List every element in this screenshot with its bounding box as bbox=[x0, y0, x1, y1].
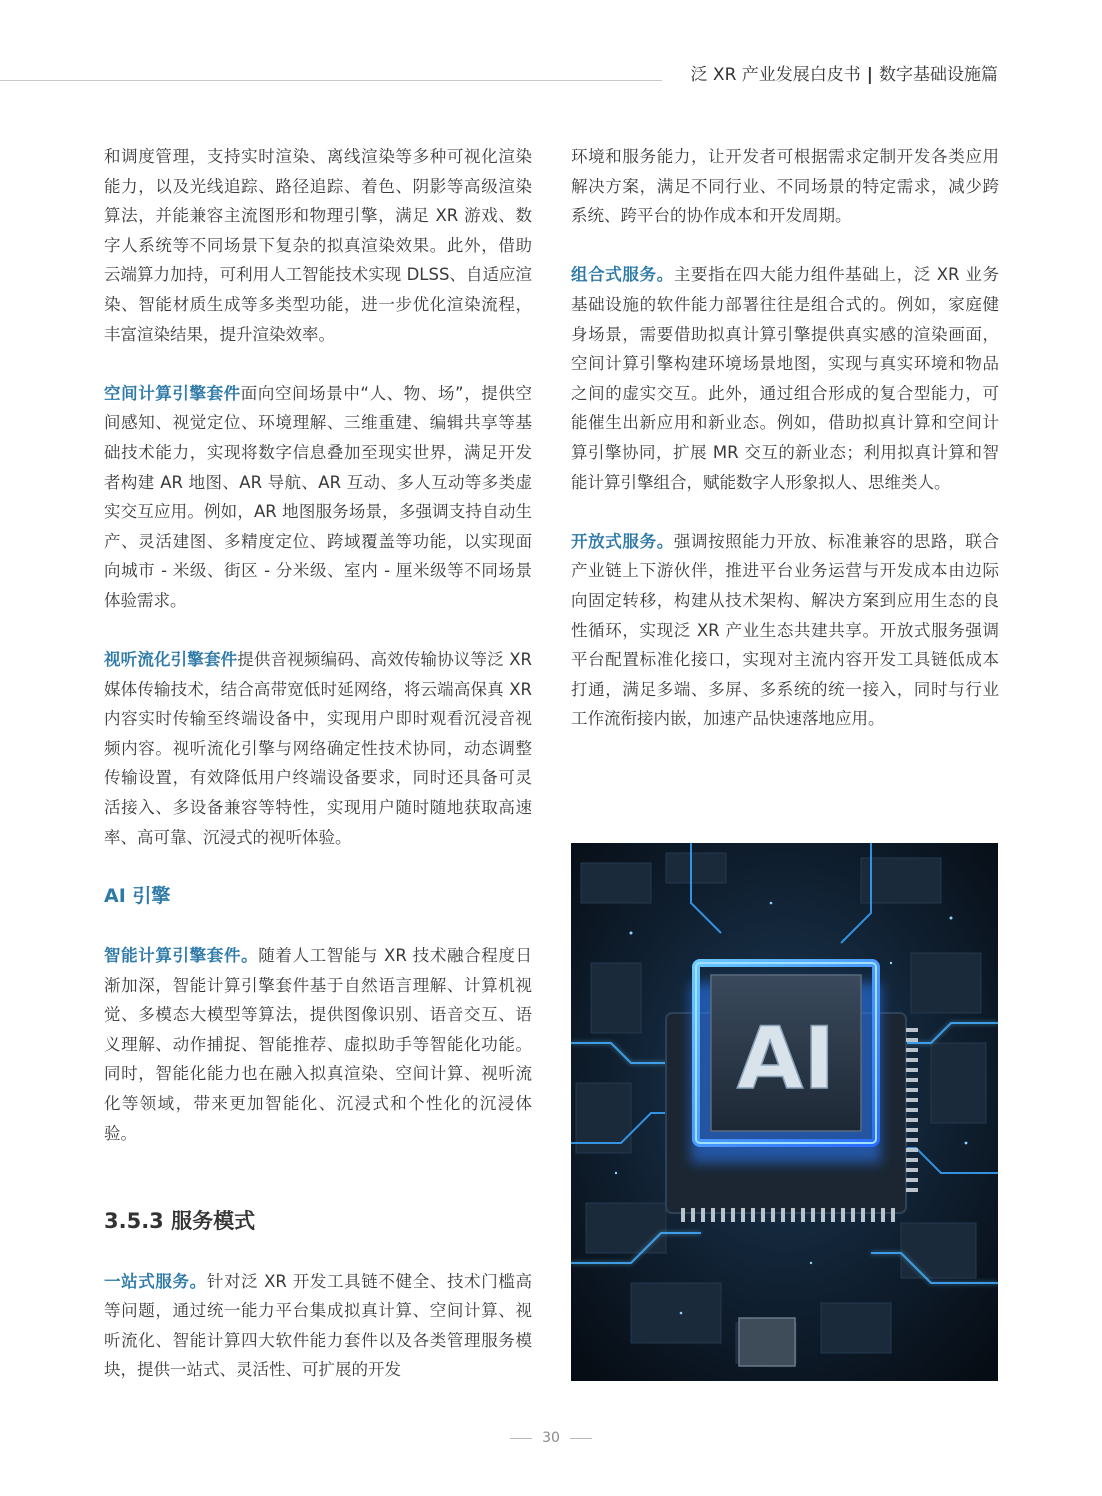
term-intelligent-engine: 智能计算引擎套件。 bbox=[104, 946, 259, 966]
header-separator: | bbox=[866, 65, 873, 85]
section-heading-service-mode: 3.5.3 服务模式 bbox=[104, 1209, 256, 1234]
composite-service-body: 主要指在四大能力组件基础上，泛 XR 业务基础设施的软件能力部署往往是组合式的。例如，家庭健身场景，需要借助拟真计算引擎提供真实感的渲染画面，空间计算引擎构建环境场景地图，实现与真实环境和物品之间的虚实交互。此外，通过组合形成的复合型能力，可能催生出新应用和新业态。例如，借助拟真计算和空间计算引擎协同，扩展 MR 交互的新业态；利用拟真计算和智能计算引擎组合，赋能数字人形象拟人、思维类人。 bbox=[571, 265, 999, 492]
header-rule bbox=[0, 80, 662, 81]
left-column bbox=[104, 142, 532, 1385]
paragraph-dev-environment: 环境和服务能力，让开发者可根据需求定制开发各类应用解决方案，满足不同行业、不同场景的特定需求，减少跨系统、跨平台的协作成本和开发周期。 bbox=[571, 147, 999, 226]
intelligent-engine-body: 随着人工智能与 XR 技术融合程度日渐加深，智能计算引擎套件基于自然语言理解、计算机视觉、多模态大模型等算法，提供图像识别、语音交互、语义理解、动作捕捉、智能推荐、虚拟助手等智能化功能。同时，智能化能力也在融入拟真渲染、空间计算、视听流化等领域，带来更加智能化、沉浸式和个性化的沉浸体验。 bbox=[104, 946, 532, 1143]
paragraph-composite-service bbox=[571, 260, 999, 497]
term-one-stop-service: 一站式服务。 bbox=[104, 1271, 207, 1291]
ai-chip-photo bbox=[571, 843, 998, 1381]
header-subtitle: 数字基础设施篇 bbox=[879, 65, 998, 85]
paragraph-intelligent-engine bbox=[104, 941, 532, 1148]
page-number-text: 30 bbox=[542, 1430, 560, 1446]
ai-chip-illustration bbox=[571, 843, 998, 1381]
paragraph-render-capabilities: 和调度管理，支持实时渲染、离线渲染等多种可视化渲染能力，以及光线追踪、路径追踪、着色、阴影等高级渲染算法，并能兼容主流图形和物理引擎，满足 XR 游戏、数字人系统等不同场景下复杂的拟真渲染效果。此外，借助云端算力加持，可利用人工智能技术实现 DLSS、自适应渲染、智能材质生成等多类型功能，进一步优化渲染流程，丰富渲染结果，提升渲染效率。 bbox=[104, 147, 532, 344]
chip-label: AI bbox=[736, 1009, 836, 1109]
header-title: 泛 XR 产业发展白皮书 bbox=[690, 65, 861, 85]
paragraph-av-streaming-engine bbox=[104, 645, 532, 852]
page-number-dash-left bbox=[510, 1438, 532, 1439]
page-number bbox=[0, 1430, 1102, 1446]
right-column bbox=[571, 142, 999, 734]
av-streaming-body: 提供音视频编码、高效传输协议等泛 XR 媒体传输技术，结合高带宽低时延网络，将云端高保真 XR 内容实时传输至终端设备中，实现用户即时观看沉浸音视频内容。视听流化引擎与网络确定性技术协同，动态调整传输设置，有效降低用户终端设备要求，同时还具备可灵活接入、多设备兼容等特性，实现用户随时随地获取高速率、高可靠、沉浸式的视听体验。 bbox=[104, 650, 533, 847]
subheading-ai-engine: AI 引擎 bbox=[104, 884, 171, 907]
paragraph-open-service bbox=[571, 527, 999, 734]
term-composite-service: 组合式服务。 bbox=[571, 265, 674, 285]
paragraph-one-stop-service bbox=[104, 1267, 532, 1385]
term-spatial-engine: 空间计算引擎套件 bbox=[104, 383, 241, 403]
term-av-streaming-engine: 视听流化引擎套件 bbox=[104, 650, 238, 670]
one-stop-service-body: 针对泛 XR 开发工具链不健全、技术门槛高等问题，通过统一能力平台集成拟真计算、空间计算、视听流化、智能计算四大软件能力套件以及各类管理服务模块，提供一站式、灵活性、可扩展的开发 bbox=[104, 1271, 532, 1380]
paragraph-spatial-engine bbox=[104, 379, 532, 616]
open-service-body: 强调按照能力开放、标准兼容的思路，联合产业链上下游伙伴，推进平台业务运营与开发成本由边际向固定转移，构建从技术架构、解决方案到应用生态的良性循环，实现泛 XR 产业生态共建共享。开放式服务强调平台配置标准化接口，实现对主流内容开发工具链低成本打通，满足多端、多屏、多系统的统一接入，同时与行业工作流衔接内嵌，加速产品快速落地应用。 bbox=[571, 531, 1000, 729]
term-open-service: 开放式服务。 bbox=[571, 531, 674, 551]
page-number-dash-right bbox=[570, 1438, 592, 1439]
running-header bbox=[658, 60, 998, 85]
spatial-engine-body: 面向空间场景中“人、物、场”，提供空间感知、视觉定位、环境理解、三维重建、编辑共享等基础技术能力，实现将数字信息叠加至现实世界，满足开发者构建 AR 地图、AR 导航、AR 互动、多人互动等多类虚实交互应用。例如，AR 地图服务场景，多强调支持自动生产、灵活建图、多精度定位、跨域覆盖等功能，以实现面向城市 - 米级、街区 - 分米级、室内 - 厘米级等不同场景体验需求。 bbox=[104, 383, 532, 610]
